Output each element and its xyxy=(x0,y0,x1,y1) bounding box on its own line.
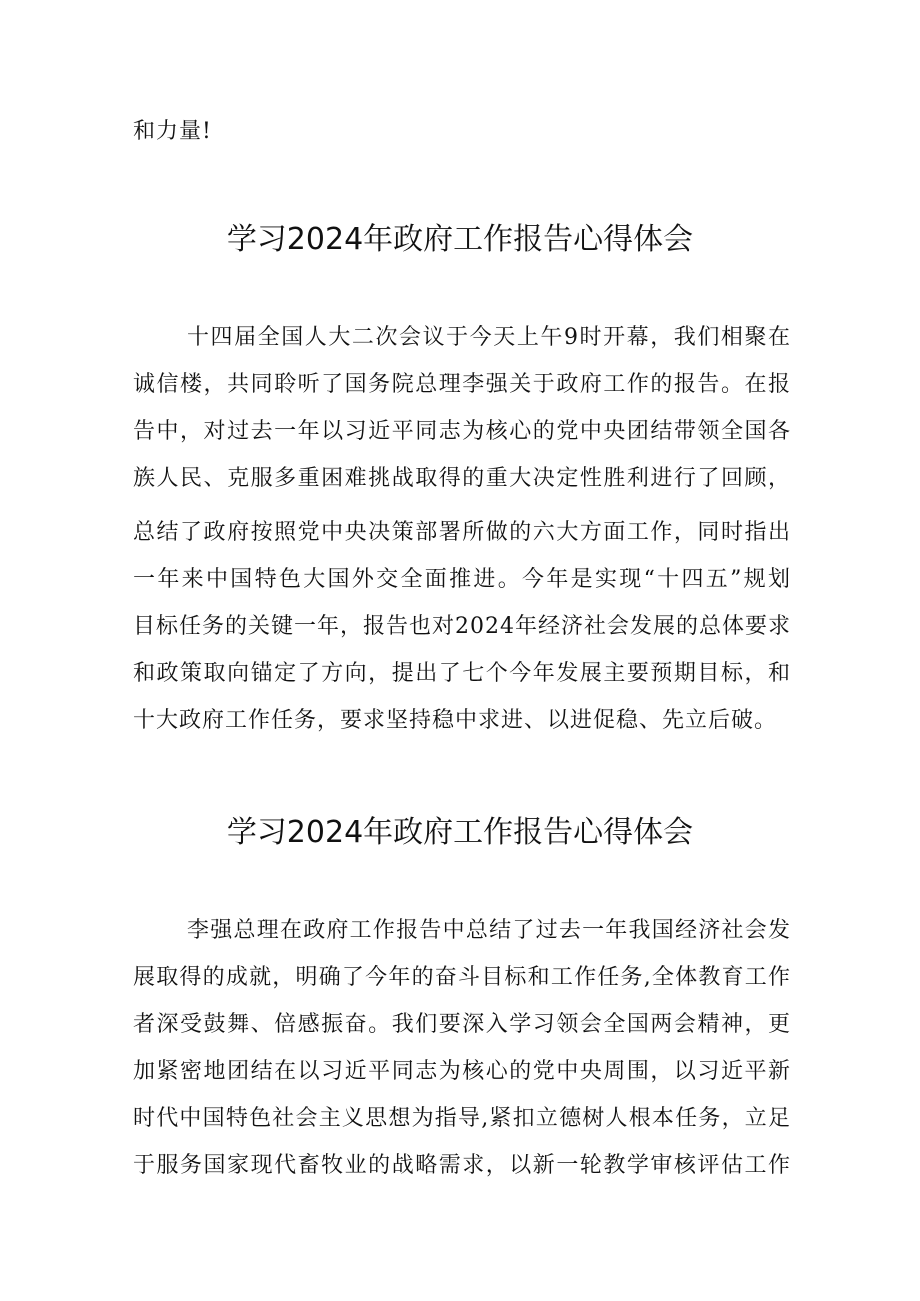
paragraph-line: 一年来中国特色大国外交全面推进。今年是实现“十四五”规划 xyxy=(133,567,791,592)
fragment-line: 和力量! xyxy=(133,119,212,144)
paragraph-line: 告中，对过去一年以习近平同志为核心的党中央团结带领全国各 xyxy=(133,419,791,444)
paragraph-line: 加紧密地团结在以习近平同志为核心的党中央周围，以习近平新 xyxy=(133,1059,791,1084)
paragraph-line: 时代中国特色社会主义思想为指导,紧扣立德树人根本任务，立足 xyxy=(133,1106,791,1131)
paragraph-line: 总结了政府按照党中央决策部署所做的六大方面工作，同时指出 xyxy=(133,520,791,545)
section1-title: 学习2024年政府工作报告心得体会 xyxy=(226,222,694,257)
paragraph-line: 十大政府工作任务，要求坚持稳中求进、以进促稳、先立后破。 xyxy=(133,708,778,733)
paragraph-line: 目标任务的关键一年，报告也对2024年经济社会发展的总体要求 xyxy=(133,614,791,639)
paragraph-line: 诚信楼，共同聆听了国务院总理李强关于政府工作的报告。在报 xyxy=(133,372,791,397)
paragraph-line: 展取得的成就，明确了今年的奋斗目标和工作任务,全体教育工作 xyxy=(133,965,791,990)
paragraph-line: 族人民、克服多重困难挑战取得的重大决定性胜利进行了回顾， xyxy=(133,466,791,491)
paragraph-line: 和政策取向锚定了方向，提出了七个今年发展主要预期目标，和 xyxy=(133,661,791,686)
section2-title: 学习2024年政府工作报告心得体会 xyxy=(226,815,694,850)
paragraph-line: 者深受鼓舞、倍感振奋。我们要深入学习领会全国两会精神，更 xyxy=(133,1012,791,1037)
paragraph-line: 于服务国家现代畜牧业的战略需求，以新一轮教学审核评估工作 xyxy=(133,1153,791,1178)
paragraph-line: 李强总理在政府工作报告中总结了过去一年我国经济社会发 xyxy=(187,918,791,943)
paragraph-line: 十四届全国人大二次会议于今天上午9时开幕，我们相聚在 xyxy=(187,325,791,350)
